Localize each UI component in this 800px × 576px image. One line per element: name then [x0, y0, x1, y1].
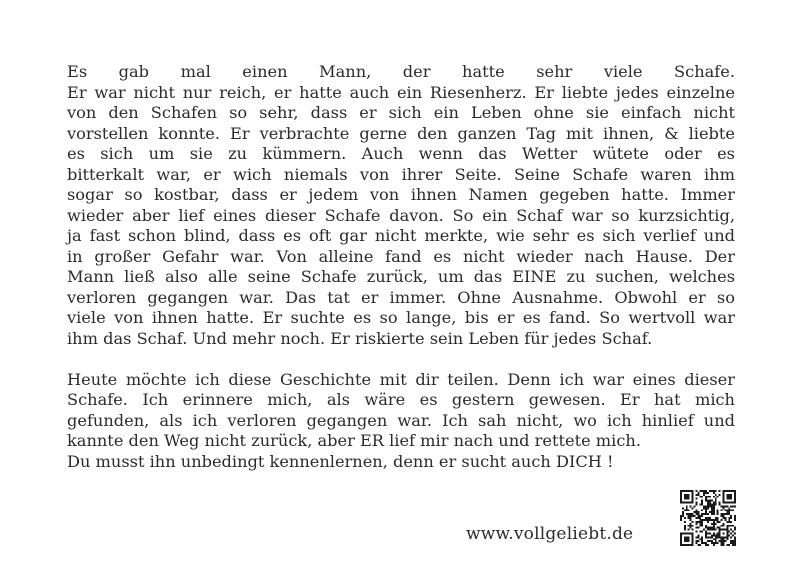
text-line: Heute möchte ich diese Geschichte mit dir teilen. Denn ich war eines dieser	[67, 369, 735, 389]
text-line: verloren gegangen war. Das tat er immer. Ohne Ausnahme. Obwohl er so	[67, 287, 735, 307]
text-line: wieder aber lief eines dieser Schafe davon. So ein Schaf war so kurzsichtig,	[67, 205, 735, 225]
text-line: Mann ließ also alle seine Schafe zurück, um das EINE zu suchen, welches	[67, 267, 735, 286]
text-line: ihm das Schaf. Und mehr noch. Er riskierte sein Leben für jedes Schaf.	[67, 328, 653, 348]
text-line: gefunden, als ich verloren gegangen war. Ich sah nicht, wo ich hinlief und	[67, 410, 735, 430]
text-line: vorstellen konnte. Er verbrachte gerne den ganzen Tag mit ihnen, & liebte	[67, 123, 735, 143]
text-line: viele von ihnen hatte. Er suchte es so lange, bis er es fand. So wertvoll war	[67, 308, 735, 327]
story-text	[67, 62, 735, 472]
text-line: Schafe. Ich erinnere mich, als wäre es gestern gewesen. Er hat mich	[67, 390, 735, 409]
qr-code-icon	[680, 490, 736, 546]
website-link[interactable]: www.vollgeliebt.de	[466, 524, 634, 544]
text-line: es sich um sie zu kümmern. Auch wenn das Wetter wütete oder es	[67, 144, 735, 163]
paragraph-gap	[67, 349, 735, 370]
text-line: ja fast schon blind, dass es oft gar nicht merkte, wie sehr es sich verlief und	[67, 226, 735, 245]
text-line: Er war nicht nur reich, er hatte auch ein Riesenherz. Er liebte jedes einzelne	[67, 82, 735, 102]
text-line: bitterkalt war, er wich niemals von ihrer Seite. Seine Schafe waren ihm	[67, 164, 735, 184]
text-line: Es gab mal einen Mann, der hatte sehr viele Schafe.	[67, 62, 735, 81]
text-line: von den Schafen so sehr, dass er sich ein Leben ohne sie einfach nicht	[67, 103, 735, 122]
text-line: sogar so kostbar, dass er jedem von ihnen Namen gegeben hatte. Immer	[67, 185, 735, 204]
text-line: Du musst ihn unbedingt kennenlernen, denn er sucht auch DICH !	[67, 451, 614, 471]
paragraph-2	[67, 370, 735, 473]
paragraph-1	[67, 62, 735, 349]
text-line: in großer Gefahr war. Von alleine fand es nicht wieder nach Hause. Der	[67, 246, 735, 266]
text-line: kannte den Weg nicht zurück, aber ER lief mir nach und rettete mich.	[67, 431, 641, 450]
